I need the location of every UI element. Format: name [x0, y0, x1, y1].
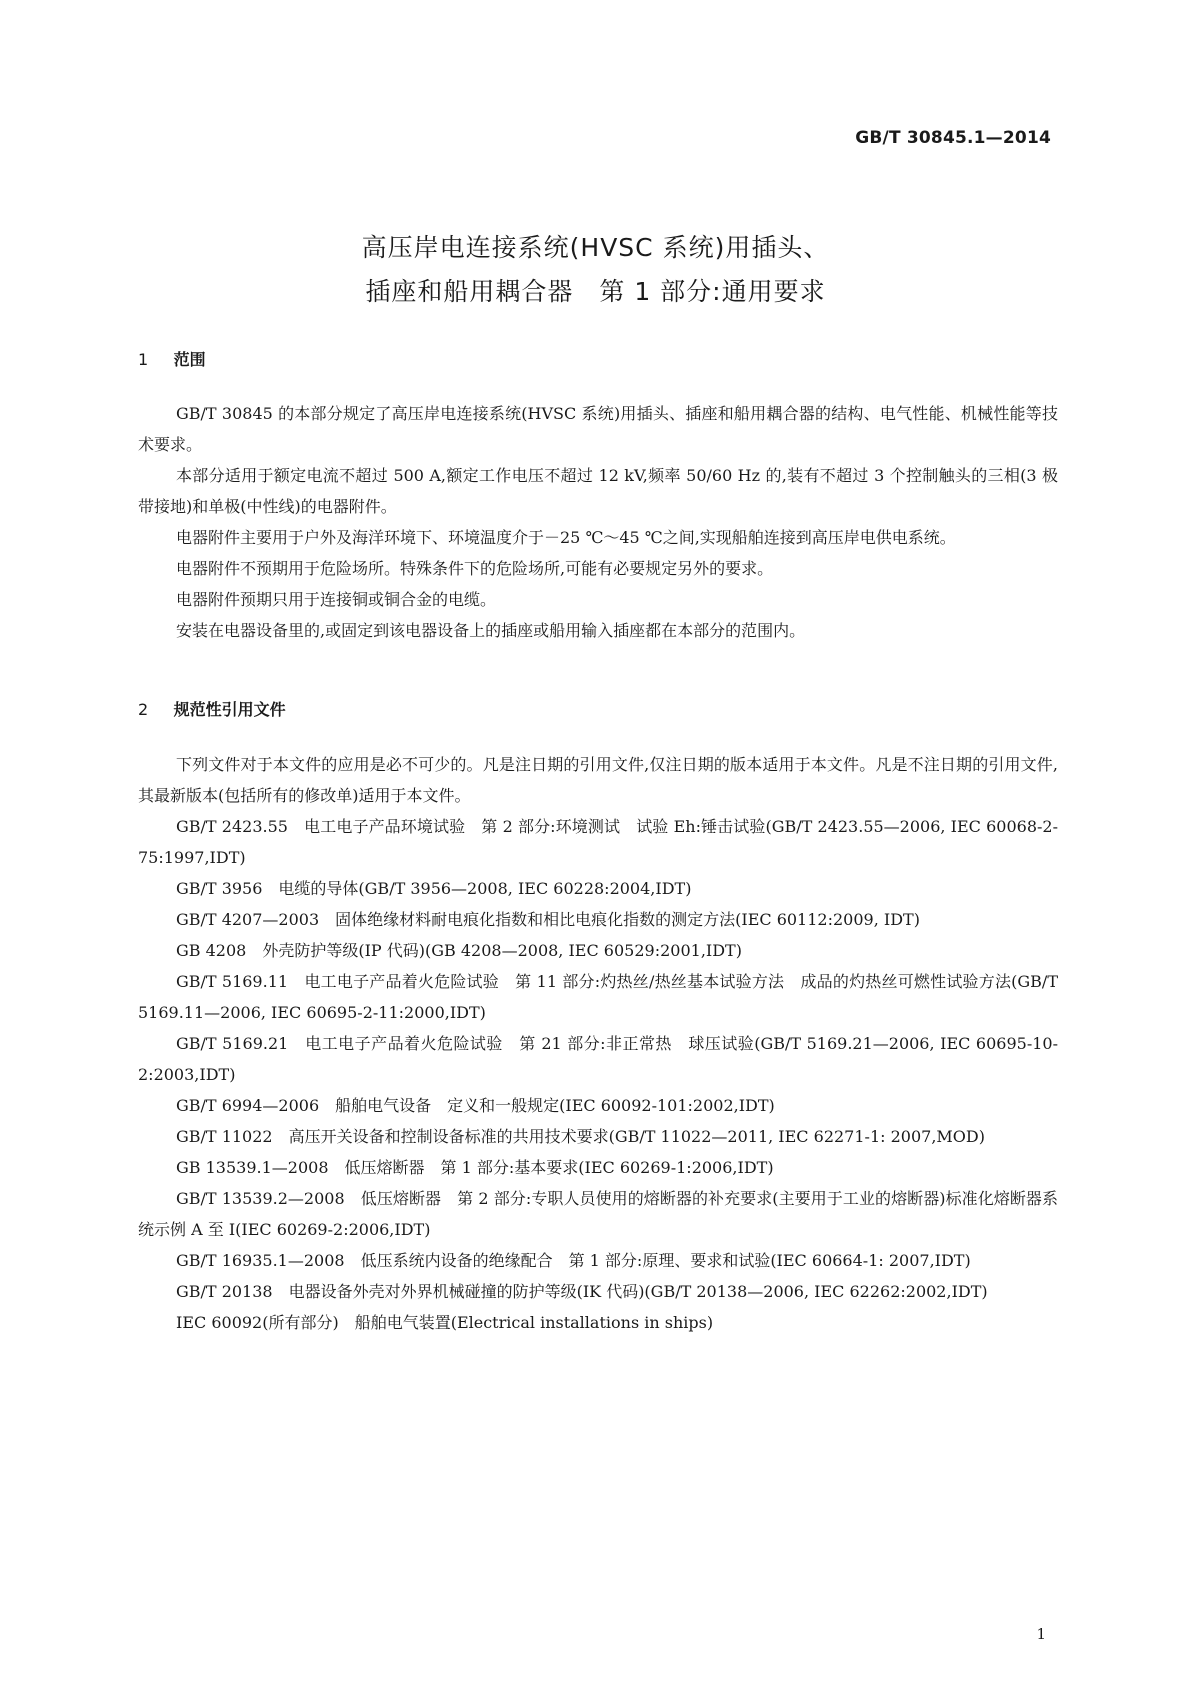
standard-code: GB/T 30845.1—2014: [855, 128, 1051, 148]
reference-item: GB/T 3956 电缆的导体(GB/T 3956—2008, IEC 60228:2004,IDT): [176, 879, 692, 898]
section-1-title: 范围: [173, 350, 206, 369]
section-2-number: 2: [138, 700, 149, 719]
scope-paragraph: GB/T 30845 的本部分规定了高压岸电连接系统(HVSC 系统)用插头、插座和船用耦合器的结构、电气性能、机械性能等技术要求。: [138, 404, 1058, 454]
reference-item: GB/T 20138 电器设备外壳对外界机械碰撞的防护等级(IK 代码)(GB/T 20138—2006, IEC 62262:2002,IDT): [176, 1282, 988, 1301]
reference-item: GB/T 2423.55 电工电子产品环境试验 第 2 部分:环境测试 试验 Eh:锤击试验(GB/T 2423.55—2006, IEC 60068-2-75:1997,IDT): [138, 817, 1058, 867]
section-1-body: [138, 398, 1058, 646]
scope-paragraph: 电器附件主要用于户外及海洋环境下、环境温度介于－25 ℃～45 ℃之间,实现船舶连接到高压岸电供电系统。: [176, 528, 956, 547]
section-2-title: 规范性引用文件: [173, 700, 286, 719]
reference-item: GB/T 4207—2003 固体绝缘材料耐电痕化指数和相比电痕化指数的测定方法(IEC 60112:2009, IDT): [176, 910, 920, 929]
page-number: 1: [1036, 1625, 1046, 1643]
section-1-heading: [138, 347, 206, 370]
reference-item: GB/T 6994—2006 船舶电气设备 定义和一般规定(IEC 60092-101:2002,IDT): [176, 1096, 775, 1115]
scope-paragraph: 电器附件预期只用于连接铜或铜合金的电缆。: [176, 590, 497, 609]
section-1-number: 1: [138, 350, 149, 369]
scope-paragraph: 安装在电器设备里的,或固定到该电器设备上的插座或船用输入插座都在本部分的范围内。: [176, 621, 806, 640]
document-title: [0, 226, 1191, 314]
reference-item: IEC 60092(所有部分) 船舶电气装置(Electrical installations in ships): [176, 1313, 714, 1332]
references-intro: 下列文件对于本文件的应用是必不可少的。凡是注日期的引用文件,仅注日期的版本适用于本文件。凡是不注日期的引用文件,其最新版本(包括所有的修改单)适用于本文件。: [138, 755, 1058, 805]
reference-item: GB 4208 外壳防护等级(IP 代码)(GB 4208—2008, IEC 60529:2001,IDT): [176, 941, 742, 960]
title-line-2: 插座和船用耦合器 第 1 部分:通用要求: [365, 277, 826, 306]
reference-item: GB 13539.1—2008 低压熔断器 第 1 部分:基本要求(IEC 60269-1:2006,IDT): [176, 1158, 774, 1177]
reference-item: GB/T 5169.11 电工电子产品着火危险试验 第 11 部分:灼热丝/热丝基本试验方法 成品的灼热丝可燃性试验方法(GB/T 5169.11—2006, IEC 60695-2-11:2000,IDT): [138, 972, 1058, 1022]
reference-item: GB/T 16935.1—2008 低压系统内设备的绝缘配合 第 1 部分:原理、要求和试验(IEC 60664-1: 2007,IDT): [176, 1251, 971, 1270]
reference-item: GB/T 5169.21 电工电子产品着火危险试验 第 21 部分:非正常热 球压试验(GB/T 5169.21—2006, IEC 60695-10-2:2003,IDT): [138, 1034, 1058, 1084]
reference-item: GB/T 11022 高压开关设备和控制设备标准的共用技术要求(GB/T 11022—2011, IEC 62271-1: 2007,MOD): [176, 1127, 985, 1146]
scope-paragraph: 本部分适用于额定电流不超过 500 A,额定工作电压不超过 12 kV,频率 50/60 Hz 的,装有不超过 3 个控制触头的三相(3 极带接地)和单极(中性线)的电器附件。: [138, 466, 1058, 516]
section-2-heading: [138, 697, 286, 720]
reference-item: GB/T 13539.2—2008 低压熔断器 第 2 部分:专职人员使用的熔断器的补充要求(主要用于工业的熔断器)标准化熔断器系统示例 A 至 I(IEC 60269-2:2006,IDT): [138, 1189, 1058, 1239]
section-2-body: [138, 749, 1058, 1338]
scope-paragraph: 电器附件不预期用于危险场所。特殊条件下的危险场所,可能有必要规定另外的要求。: [176, 559, 774, 578]
title-line-1: 高压岸电连接系统(HVSC 系统)用插头、: [361, 233, 830, 262]
